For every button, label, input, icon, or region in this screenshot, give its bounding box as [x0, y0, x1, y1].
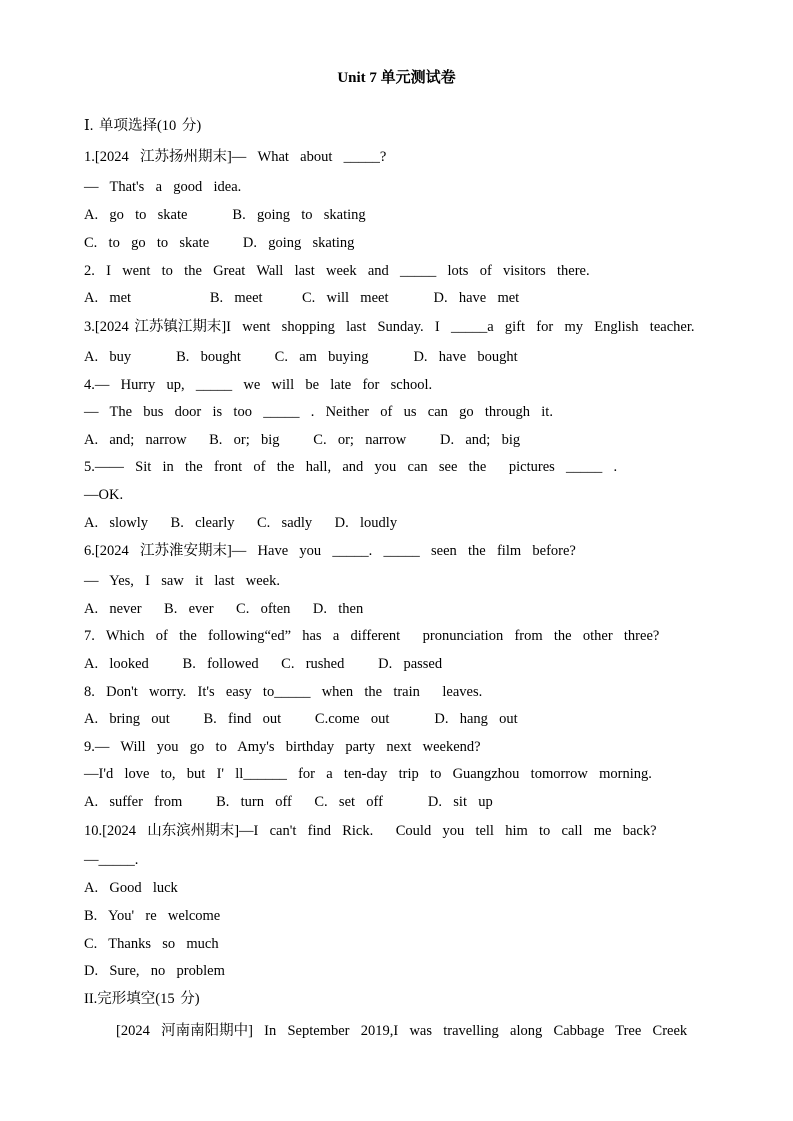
- question-1: 1.[2024 江苏扬州期末]— What about _____?: [84, 149, 387, 165]
- option-b: B. You' re welcome: [84, 908, 221, 924]
- options-line: A. buy B. bought C. am buying D. have bought: [84, 349, 518, 365]
- options-line: C. to go to skate D. going skating: [84, 235, 355, 251]
- dialogue-line: —I'd love to, but I' ll______ for a ten-day trip to Guangzhou tomorrow morning.: [84, 766, 652, 782]
- dialogue-line: — The bus door is too _____ . Neither of us can go through it.: [84, 404, 553, 420]
- question-8: 8. Don't worry. It's easy to_____ when the train leaves.: [84, 684, 483, 700]
- question-6: 6.[2024 江苏淮安期末]— Have you _____. _____ seen the film before?: [84, 543, 576, 559]
- dialogue-line: — Yes, I saw it last week.: [84, 573, 280, 589]
- dialogue-line: —OK.: [84, 487, 124, 503]
- question-4: 4.— Hurry up, _____ we will be late for school.: [84, 377, 433, 393]
- passage-line: [2024 河南南阳期中] In September 2019,I was travelling along Cabbage Tree Creek: [116, 1023, 688, 1039]
- dialogue-line: — That's a good idea.: [84, 179, 242, 195]
- options-line: A. slowly B. clearly C. sadly D. loudly: [84, 515, 398, 531]
- options-line: A. met B. meet C. will meet D. have met: [84, 290, 520, 306]
- question-3: 3.[2024 江苏镇江期末]I went shopping last Sunday. I _____a gift for my English teacher.: [84, 319, 695, 335]
- question-5: 5.—— Sit in the front of the hall, and you can see the pictures _____ .: [84, 459, 618, 475]
- question-2: 2. I went to the Great Wall last week and _____ lots of visitors there.: [84, 263, 590, 279]
- option-c: C. Thanks so much: [84, 936, 219, 952]
- option-a: A. Good luck: [84, 880, 178, 896]
- options-line: A. looked B. followed C. rushed D. passed: [84, 656, 443, 672]
- options-line: A. never B. ever C. often D. then: [84, 601, 364, 617]
- option-d: D. Sure, no problem: [84, 963, 225, 979]
- options-line: A. suffer from B. turn off C. set off D. sit up: [84, 794, 493, 810]
- options-line: A. and; narrow B. or; big C. or; narrow D. and; big: [84, 432, 521, 448]
- section-heading: II.完形填空(15 分): [84, 991, 200, 1007]
- section-heading: Ⅰ. 单项选择(10 分): [84, 118, 202, 134]
- options-line: A. bring out B. find out C.come out D. hang out: [84, 711, 518, 727]
- page-title: Unit 7 单元测试卷: [337, 70, 456, 86]
- question-9: 9.— Will you go to Amy's birthday party next weekend?: [84, 739, 481, 755]
- options-line: A. go to skate B. going to skating: [84, 207, 366, 223]
- dialogue-line: —_____.: [84, 852, 139, 868]
- question-7: 7. Which of the following“ed” has a different pronunciation from the other three?: [84, 628, 660, 644]
- question-10: 10.[2024 山东滨州期末]—I can't find Rick. Could you tell him to call me back?: [84, 823, 657, 839]
